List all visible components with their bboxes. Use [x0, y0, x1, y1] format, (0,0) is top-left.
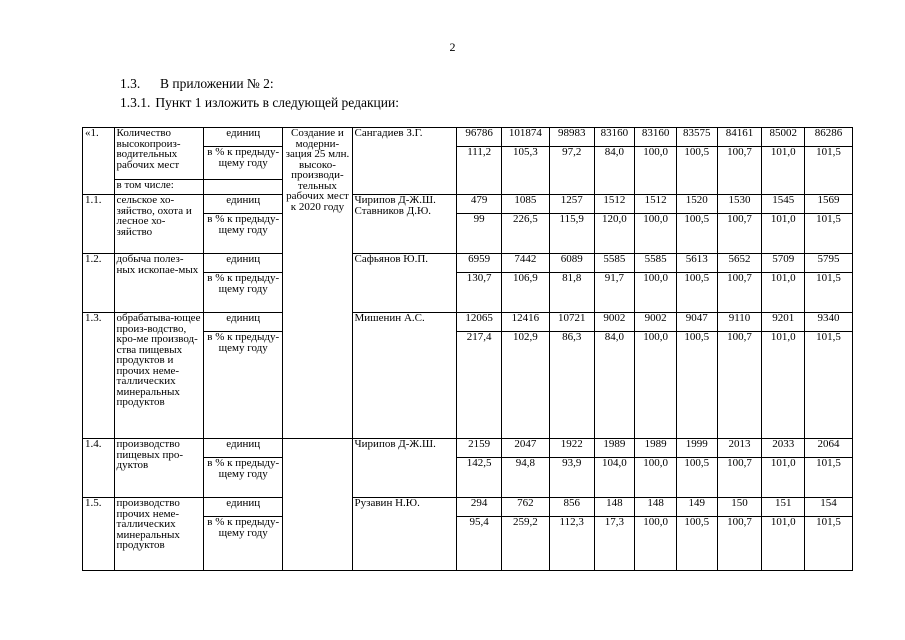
value-count: 1999	[676, 439, 717, 458]
value-percent: 102,9	[502, 332, 550, 439]
responsible-person: Сангадиев З.Г.	[352, 128, 457, 195]
value-count: 84161	[717, 128, 762, 147]
value-percent: 17,3	[594, 517, 635, 571]
unit-count: единиц	[204, 254, 283, 273]
value-percent: 95,4	[457, 517, 502, 571]
value-percent: 100,0	[635, 332, 677, 439]
indicator-name: сельское хо-зяйство, охота и лесное хо-зяйство	[114, 195, 204, 254]
value-count: 1085	[502, 195, 550, 214]
value-percent: 100,0	[635, 214, 677, 254]
value-count: 98983	[549, 128, 594, 147]
unit-count: единиц	[204, 498, 283, 517]
value-percent: 101,5	[805, 458, 853, 498]
table-row	[83, 313, 853, 332]
subsection-number: 1.3.1.	[120, 95, 151, 110]
unit-count: единиц	[204, 128, 283, 147]
value-percent: 105,3	[502, 147, 550, 195]
value-count: 9047	[676, 313, 717, 332]
indicator-name: Количество высокопроиз-водительных рабочих мест	[114, 128, 204, 180]
value-count: 5585	[635, 254, 677, 273]
row-number: 1.2.	[83, 254, 115, 313]
value-count: 83160	[594, 128, 635, 147]
subsection-heading	[120, 95, 399, 111]
value-percent: 100,0	[635, 273, 677, 313]
unit-percent: в % к предыду-щему году	[204, 273, 283, 313]
value-percent: 100,5	[676, 332, 717, 439]
value-percent: 111,2	[457, 147, 502, 195]
row-number: 1.5.	[83, 498, 115, 571]
indicator-name: добыча полез-ных ископае-мых	[114, 254, 204, 313]
value-count: 1512	[635, 195, 677, 214]
value-count: 294	[457, 498, 502, 517]
value-percent: 100,7	[717, 147, 762, 195]
responsible-person: Сафьянов Ю.П.	[352, 254, 457, 313]
value-percent: 100,7	[717, 332, 762, 439]
value-percent: 100,5	[676, 517, 717, 571]
value-percent: 100,7	[717, 458, 762, 498]
value-percent: 84,0	[594, 147, 635, 195]
value-count: 12065	[457, 313, 502, 332]
unit-count: единиц	[204, 195, 283, 214]
table-row	[83, 498, 853, 517]
table-row	[83, 195, 853, 214]
value-percent: 101,0	[762, 458, 805, 498]
value-percent: 81,8	[549, 273, 594, 313]
indicator-name: производство прочих неме-таллических минеральных продуктов	[114, 498, 204, 571]
section-text: В приложении № 2:	[160, 76, 274, 91]
value-percent: 100,0	[635, 517, 677, 571]
value-percent: 100,7	[717, 273, 762, 313]
row-number: «1.	[83, 128, 115, 195]
value-count: 1530	[717, 195, 762, 214]
value-percent: 101,5	[805, 147, 853, 195]
value-percent: 100,0	[635, 458, 677, 498]
value-percent: 104,0	[594, 458, 635, 498]
value-count: 1989	[635, 439, 677, 458]
value-count: 151	[762, 498, 805, 517]
value-count: 6089	[549, 254, 594, 273]
value-count: 5795	[805, 254, 853, 273]
table-row	[83, 128, 853, 147]
value-count: 148	[594, 498, 635, 517]
row-number: 1.3.	[83, 313, 115, 439]
value-percent: 120,0	[594, 214, 635, 254]
section-number: 1.3.	[120, 76, 141, 91]
value-percent: 101,0	[762, 214, 805, 254]
note-row: в том числе:	[114, 180, 204, 195]
responsible-person: Рузавин Н.Ю.	[352, 498, 457, 571]
value-percent: 101,0	[762, 517, 805, 571]
value-percent: 100,5	[676, 147, 717, 195]
value-count: 9110	[717, 313, 762, 332]
value-percent: 100,0	[635, 147, 677, 195]
value-percent: 106,9	[502, 273, 550, 313]
value-count: 5709	[762, 254, 805, 273]
value-count: 1545	[762, 195, 805, 214]
value-count: 1989	[594, 439, 635, 458]
value-count: 83575	[676, 128, 717, 147]
value-percent: 101,5	[805, 273, 853, 313]
value-count: 9340	[805, 313, 853, 332]
value-count: 149	[676, 498, 717, 517]
value-count: 762	[502, 498, 550, 517]
value-count: 96786	[457, 128, 502, 147]
value-count: 1922	[549, 439, 594, 458]
value-count: 150	[717, 498, 762, 517]
value-count: 5652	[717, 254, 762, 273]
value-percent: 217,4	[457, 332, 502, 439]
responsible-person: Мишенин А.С.	[352, 313, 457, 439]
section-heading	[120, 76, 274, 92]
responsible-person: Чирипов Д-Ж.Ш. Ставников Д.Ю.	[352, 195, 457, 254]
table-row	[83, 439, 853, 458]
value-count: 85002	[762, 128, 805, 147]
value-percent: 226,5	[502, 214, 550, 254]
unit-percent: в % к предыду-щему году	[204, 332, 283, 439]
unit-percent: в % к предыду-щему году	[204, 458, 283, 498]
value-percent: 101,0	[762, 273, 805, 313]
value-percent: 101,5	[805, 517, 853, 571]
value-percent: 91,7	[594, 273, 635, 313]
value-percent: 100,5	[676, 214, 717, 254]
value-count: 6959	[457, 254, 502, 273]
value-count: 1257	[549, 195, 594, 214]
value-percent: 100,5	[676, 458, 717, 498]
value-percent: 100,7	[717, 214, 762, 254]
value-count: 5613	[676, 254, 717, 273]
value-count: 856	[549, 498, 594, 517]
value-count: 9002	[635, 313, 677, 332]
unit-count: единиц	[204, 313, 283, 332]
indicator-name: производство пищевых про-дуктов	[114, 439, 204, 498]
subsection-text: Пункт 1 изложить в следующей редакции:	[155, 95, 399, 110]
value-count: 2033	[762, 439, 805, 458]
value-percent: 84,0	[594, 332, 635, 439]
value-percent: 101,0	[762, 332, 805, 439]
unit-percent: в % к предыду-щему году	[204, 147, 283, 180]
value-percent: 115,9	[549, 214, 594, 254]
value-count: 101874	[502, 128, 550, 147]
value-count: 9201	[762, 313, 805, 332]
value-count: 1512	[594, 195, 635, 214]
value-count: 1520	[676, 195, 717, 214]
unit-percent: в % к предыду-щему году	[204, 214, 283, 254]
value-count: 7442	[502, 254, 550, 273]
value-percent: 142,5	[457, 458, 502, 498]
value-count: 9002	[594, 313, 635, 332]
jobs-plan-table	[82, 127, 853, 571]
row-number: 1.4.	[83, 439, 115, 498]
value-count: 154	[805, 498, 853, 517]
value-percent: 101,5	[805, 214, 853, 254]
value-count: 2013	[717, 439, 762, 458]
value-count: 1569	[805, 195, 853, 214]
value-percent: 100,5	[676, 273, 717, 313]
value-percent: 130,7	[457, 273, 502, 313]
value-count: 10721	[549, 313, 594, 332]
value-count: 479	[457, 195, 502, 214]
value-percent: 86,3	[549, 332, 594, 439]
value-count: 2047	[502, 439, 550, 458]
value-percent: 101,5	[805, 332, 853, 439]
unit-empty	[204, 180, 283, 195]
value-percent: 112,3	[549, 517, 594, 571]
value-percent: 101,0	[762, 147, 805, 195]
value-count: 2159	[457, 439, 502, 458]
unit-count: единиц	[204, 439, 283, 458]
value-percent: 99	[457, 214, 502, 254]
value-count: 12416	[502, 313, 550, 332]
value-percent: 93,9	[549, 458, 594, 498]
row-number: 1.1.	[83, 195, 115, 254]
goal-description: Создание и модерни-зация 25 млн. высоко-производи-тельных рабочих мест к 2020 году	[283, 128, 352, 439]
value-percent: 97,2	[549, 147, 594, 195]
page-number: 2	[449, 40, 456, 54]
value-percent: 259,2	[502, 517, 550, 571]
value-percent: 94,8	[502, 458, 550, 498]
unit-percent: в % к предыду-щему году	[204, 517, 283, 571]
value-count: 86286	[805, 128, 853, 147]
value-count: 148	[635, 498, 677, 517]
goal-cell-empty	[283, 439, 352, 571]
table-row	[83, 254, 853, 273]
indicator-name: обрабатыва-ющее произ-водство, кро-ме производ-ства пищевых продуктов и прочих неме-таллических минеральных продуктов	[114, 313, 204, 439]
responsible-person: Чирипов Д-Ж.Ш.	[352, 439, 457, 498]
value-count: 2064	[805, 439, 853, 458]
value-count: 83160	[635, 128, 677, 147]
value-count: 5585	[594, 254, 635, 273]
value-percent: 100,7	[717, 517, 762, 571]
